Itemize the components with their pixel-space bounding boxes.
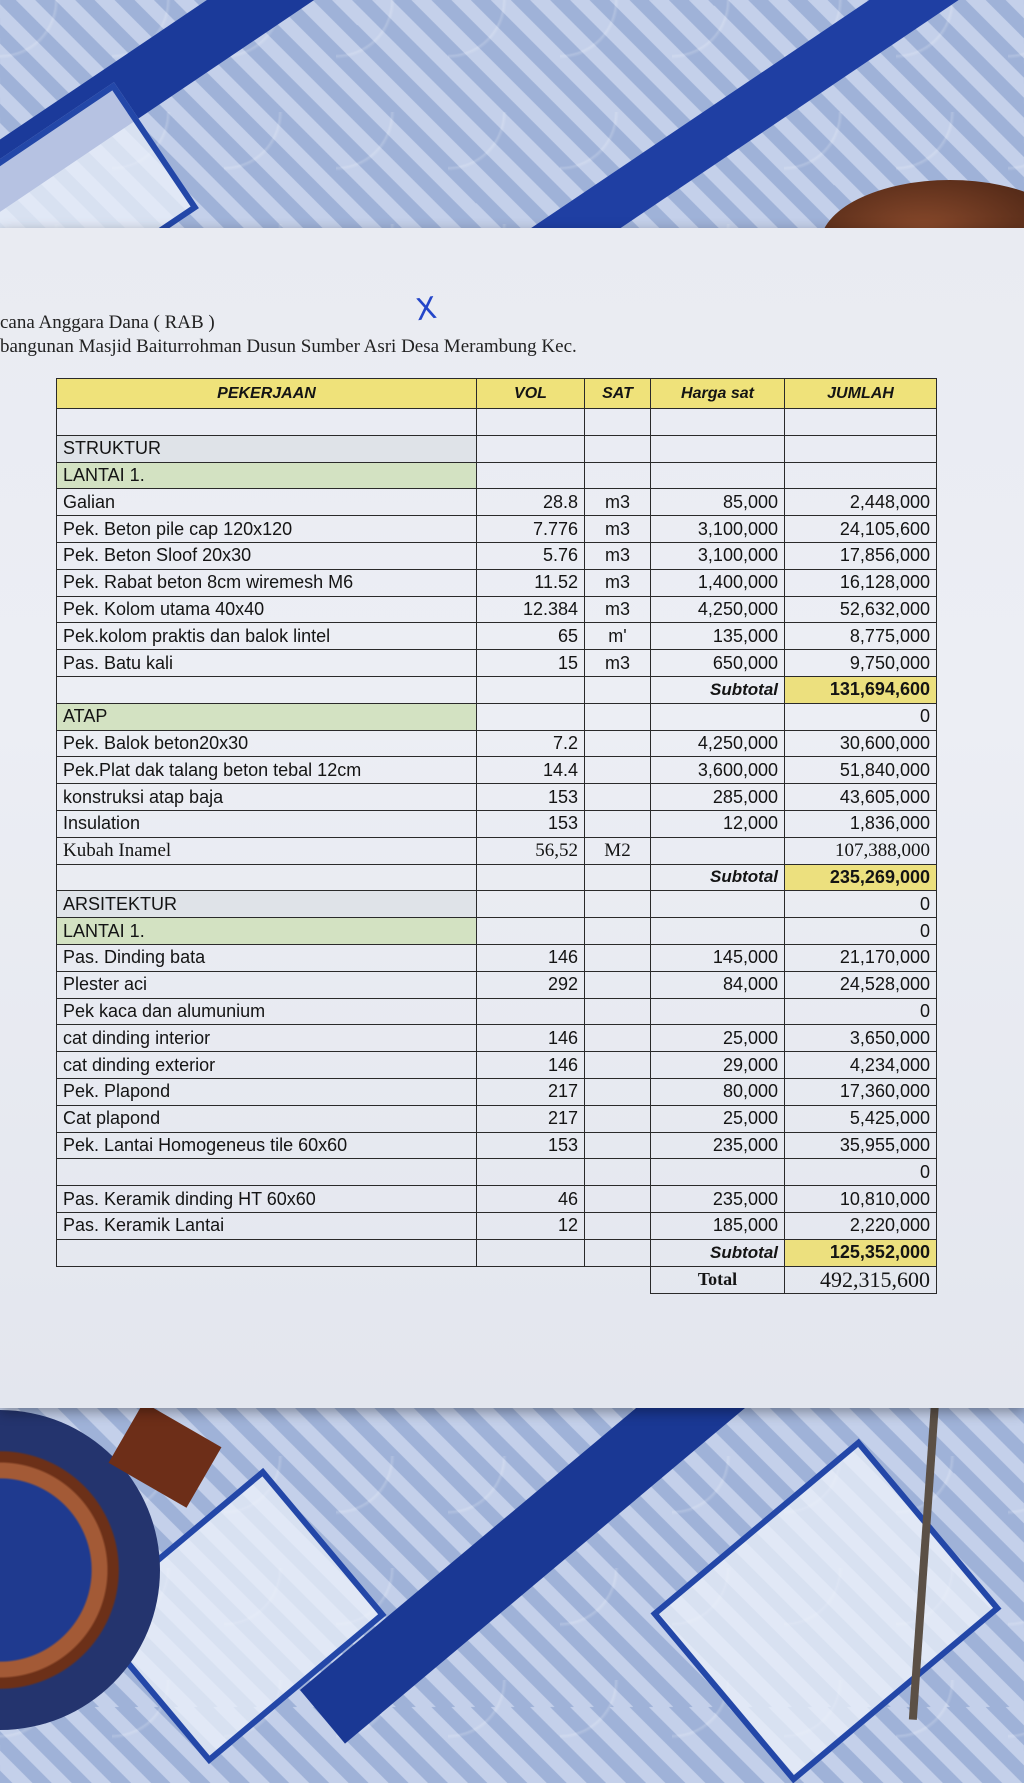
cell-sat	[585, 409, 651, 436]
cell-jumlah: 0	[785, 1159, 937, 1186]
cell-vol: 153	[477, 810, 585, 837]
cell-sat	[585, 810, 651, 837]
cell-vol	[477, 676, 585, 703]
cell-vol	[477, 409, 585, 436]
table-row	[57, 435, 937, 462]
cell-pekerjaan: Pek. Kolom utama 40x40	[57, 596, 477, 623]
table-row	[57, 1105, 937, 1132]
document-title: cana Anggara Dana ( RAB )	[0, 312, 215, 333]
cell-vol: 7.2	[477, 730, 585, 757]
table-row	[57, 891, 937, 918]
cell-vol: 217	[477, 1105, 585, 1132]
cell-pekerjaan: Pek. Lantai Homogeneus tile 60x60	[57, 1132, 477, 1159]
cell-pekerjaan	[57, 864, 477, 891]
table-row	[57, 971, 937, 998]
cell-jumlah: 24,105,600	[785, 516, 937, 543]
cell-pekerjaan: Pek. Balok beton20x30	[57, 730, 477, 757]
cell-jumlah	[785, 462, 937, 489]
cell-pekerjaan: Pek. Plapond	[57, 1078, 477, 1105]
table-row	[57, 596, 937, 623]
cell-pekerjaan: konstruksi atap baja	[57, 784, 477, 811]
cell-jumlah: 2,220,000	[785, 1212, 937, 1239]
cell-harga-sat: 3,100,000	[651, 542, 785, 569]
cell-pekerjaan: cat dinding interior	[57, 1025, 477, 1052]
cell-harga-sat: 235,000	[651, 1132, 785, 1159]
cell-pekerjaan: Pek. Beton Sloof 20x30	[57, 542, 477, 569]
cell-harga-sat: Subtotal	[651, 1239, 785, 1266]
cell-harga-sat	[651, 1159, 785, 1186]
cell-pekerjaan: Pek.kolom praktis dan balok lintel	[57, 623, 477, 650]
cell-sat	[585, 1132, 651, 1159]
cell-sat	[585, 1105, 651, 1132]
cell-vol	[477, 1239, 585, 1266]
cell-vol: 153	[477, 1132, 585, 1159]
table-row	[57, 1025, 937, 1052]
cell-jumlah: 0	[785, 891, 937, 918]
cell-sat	[585, 944, 651, 971]
header-sat: SAT	[585, 379, 651, 409]
document-subtitle: bangunan Masjid Baiturrohman Dusun Sumber Asri Desa Merambung Kec.	[0, 336, 577, 357]
cell-sat	[585, 784, 651, 811]
table-row	[57, 998, 937, 1025]
table-row	[57, 1132, 937, 1159]
cell-sat	[585, 1025, 651, 1052]
table-row	[57, 650, 937, 677]
table-row	[57, 837, 937, 864]
cell-vol	[477, 703, 585, 730]
cell-sat: m3	[585, 650, 651, 677]
cell-sat	[585, 1159, 651, 1186]
cell-pekerjaan: STRUKTUR	[57, 435, 477, 462]
cell-harga-sat: 80,000	[651, 1078, 785, 1105]
cell-pekerjaan: Pas. Keramik Lantai	[57, 1212, 477, 1239]
cell-sat	[585, 730, 651, 757]
cell-pekerjaan: Plester aci	[57, 971, 477, 998]
table-row	[57, 703, 937, 730]
total-row	[57, 1266, 937, 1293]
cell-harga-sat: 650,000	[651, 650, 785, 677]
cell-sat: m'	[585, 623, 651, 650]
table-row	[57, 1239, 937, 1266]
cell-harga-sat: 235,000	[651, 1186, 785, 1213]
cell-harga-sat: 12,000	[651, 810, 785, 837]
cell-sat	[585, 864, 651, 891]
cell-pekerjaan: Pek.Plat dak talang beton tebal 12cm	[57, 757, 477, 784]
cell-pekerjaan: ARSITEKTUR	[57, 891, 477, 918]
cell-sat	[585, 1078, 651, 1105]
cell-vol: 56,52	[477, 837, 585, 864]
cell-sat	[585, 462, 651, 489]
cell-vol: 7.776	[477, 516, 585, 543]
cell-vol: 28.8	[477, 489, 585, 516]
header-harga-sat: Harga sat	[651, 379, 785, 409]
cell-vol	[477, 435, 585, 462]
cell-jumlah: 5,425,000	[785, 1105, 937, 1132]
cell-pekerjaan: Pas. Dinding bata	[57, 944, 477, 971]
table-row	[57, 409, 937, 436]
total-spacer	[57, 1266, 651, 1293]
table-row	[57, 810, 937, 837]
cell-sat	[585, 1186, 651, 1213]
cell-jumlah: 4,234,000	[785, 1052, 937, 1079]
table-row	[57, 623, 937, 650]
cell-pekerjaan: Insulation	[57, 810, 477, 837]
cell-vol	[477, 891, 585, 918]
cell-pekerjaan: Galian	[57, 489, 477, 516]
cell-pekerjaan: Pek. Rabat beton 8cm wiremesh M6	[57, 569, 477, 596]
cell-jumlah: 131,694,600	[785, 676, 937, 703]
header-jumlah: JUMLAH	[785, 379, 937, 409]
cell-jumlah: 52,632,000	[785, 596, 937, 623]
cell-jumlah: 17,856,000	[785, 542, 937, 569]
table-row	[57, 516, 937, 543]
cell-vol: 146	[477, 944, 585, 971]
header-vol: VOL	[477, 379, 585, 409]
cell-pekerjaan	[57, 409, 477, 436]
table-header	[57, 379, 937, 409]
cell-vol: 14.4	[477, 757, 585, 784]
cell-harga-sat	[651, 703, 785, 730]
cell-pekerjaan: LANTAI 1.	[57, 918, 477, 945]
cell-sat	[585, 703, 651, 730]
cell-vol: 15	[477, 650, 585, 677]
cell-harga-sat: Subtotal	[651, 676, 785, 703]
cell-harga-sat	[651, 409, 785, 436]
cell-jumlah: 0	[785, 918, 937, 945]
table-row	[57, 1159, 937, 1186]
cell-sat	[585, 1239, 651, 1266]
cell-harga-sat: 25,000	[651, 1025, 785, 1052]
table-row	[57, 918, 937, 945]
cell-vol: 46	[477, 1186, 585, 1213]
table-row	[57, 864, 937, 891]
cell-pekerjaan	[57, 1159, 477, 1186]
cell-pekerjaan: Pas. Keramik dinding HT 60x60	[57, 1186, 477, 1213]
cell-vol: 12	[477, 1212, 585, 1239]
cell-harga-sat: 185,000	[651, 1212, 785, 1239]
cell-harga-sat: 3,100,000	[651, 516, 785, 543]
cell-harga-sat: 1,400,000	[651, 569, 785, 596]
cell-sat	[585, 1212, 651, 1239]
cell-harga-sat: 145,000	[651, 944, 785, 971]
header-pekerjaan: PEKERJAAN	[57, 379, 477, 409]
cell-sat	[585, 918, 651, 945]
cell-vol	[477, 1159, 585, 1186]
cell-jumlah: 107,388,000	[785, 837, 937, 864]
total-value: 492,315,600	[785, 1266, 937, 1293]
cell-jumlah	[785, 435, 937, 462]
cell-sat	[585, 1052, 651, 1079]
cell-jumlah: 30,600,000	[785, 730, 937, 757]
cell-harga-sat: 84,000	[651, 971, 785, 998]
table-body	[57, 409, 937, 1267]
cell-pekerjaan	[57, 676, 477, 703]
cell-vol: 11.52	[477, 569, 585, 596]
cell-harga-sat	[651, 462, 785, 489]
cell-harga-sat	[651, 837, 785, 864]
cell-vol: 65	[477, 623, 585, 650]
table-row	[57, 676, 937, 703]
cell-jumlah: 17,360,000	[785, 1078, 937, 1105]
cell-vol: 146	[477, 1052, 585, 1079]
cell-harga-sat: 4,250,000	[651, 596, 785, 623]
cell-sat	[585, 676, 651, 703]
cell-vol: 5.76	[477, 542, 585, 569]
cell-jumlah: 9,750,000	[785, 650, 937, 677]
cell-vol: 12.384	[477, 596, 585, 623]
table-row	[57, 542, 937, 569]
cell-pekerjaan	[57, 1239, 477, 1266]
cell-harga-sat	[651, 918, 785, 945]
cell-pekerjaan: LANTAI 1.	[57, 462, 477, 489]
cell-jumlah: 0	[785, 998, 937, 1025]
cell-sat: M2	[585, 837, 651, 864]
table-row	[57, 757, 937, 784]
cell-jumlah: 43,605,000	[785, 784, 937, 811]
cell-jumlah: 235,269,000	[785, 864, 937, 891]
table-row	[57, 784, 937, 811]
table-row	[57, 1212, 937, 1239]
cell-sat: m3	[585, 516, 651, 543]
cell-jumlah: 24,528,000	[785, 971, 937, 998]
cell-sat: m3	[585, 542, 651, 569]
cell-harga-sat	[651, 998, 785, 1025]
cell-jumlah	[785, 409, 937, 436]
cell-harga-sat: 135,000	[651, 623, 785, 650]
table-row	[57, 1078, 937, 1105]
cell-pekerjaan: cat dinding exterior	[57, 1052, 477, 1079]
cell-jumlah: 51,840,000	[785, 757, 937, 784]
cell-harga-sat: Subtotal	[651, 864, 785, 891]
paper-sheet	[0, 228, 1024, 1408]
cell-sat	[585, 998, 651, 1025]
cell-pekerjaan: ATAP	[57, 703, 477, 730]
cell-vol	[477, 998, 585, 1025]
cell-jumlah: 21,170,000	[785, 944, 937, 971]
cell-jumlah: 125,352,000	[785, 1239, 937, 1266]
cell-harga-sat	[651, 891, 785, 918]
cell-harga-sat: 4,250,000	[651, 730, 785, 757]
cell-harga-sat: 29,000	[651, 1052, 785, 1079]
cell-pekerjaan: Pas. Batu kali	[57, 650, 477, 677]
cell-jumlah: 10,810,000	[785, 1186, 937, 1213]
table-row	[57, 1052, 937, 1079]
handwritten-x-mark: X	[413, 290, 439, 329]
table-row	[57, 462, 937, 489]
floor-tile	[650, 1439, 1001, 1783]
total-label: Total	[651, 1266, 785, 1293]
cell-jumlah: 1,836,000	[785, 810, 937, 837]
cell-pekerjaan: Cat plapond	[57, 1105, 477, 1132]
cell-harga-sat: 285,000	[651, 784, 785, 811]
cell-sat: m3	[585, 489, 651, 516]
cell-pekerjaan: Pek. Beton pile cap 120x120	[57, 516, 477, 543]
rab-table	[56, 378, 937, 1294]
cell-vol: 292	[477, 971, 585, 998]
cell-jumlah: 8,775,000	[785, 623, 937, 650]
cell-harga-sat: 25,000	[651, 1105, 785, 1132]
table-row	[57, 489, 937, 516]
cell-vol	[477, 864, 585, 891]
cell-vol: 146	[477, 1025, 585, 1052]
cell-sat: m3	[585, 596, 651, 623]
cell-pekerjaan: Kubah Inamel	[57, 837, 477, 864]
cell-vol: 217	[477, 1078, 585, 1105]
cell-sat	[585, 971, 651, 998]
table-row	[57, 569, 937, 596]
cell-sat: m3	[585, 569, 651, 596]
cell-jumlah: 3,650,000	[785, 1025, 937, 1052]
cell-jumlah: 0	[785, 703, 937, 730]
cell-jumlah: 16,128,000	[785, 569, 937, 596]
cell-sat	[585, 435, 651, 462]
table-row	[57, 944, 937, 971]
cell-harga-sat	[651, 435, 785, 462]
cell-sat	[585, 757, 651, 784]
cell-vol	[477, 462, 585, 489]
cell-jumlah: 2,448,000	[785, 489, 937, 516]
table-row	[57, 730, 937, 757]
cell-pekerjaan: Pek kaca dan alumunium	[57, 998, 477, 1025]
cell-harga-sat: 85,000	[651, 489, 785, 516]
cell-vol	[477, 918, 585, 945]
cell-sat	[585, 891, 651, 918]
cell-harga-sat: 3,600,000	[651, 757, 785, 784]
table-row	[57, 1186, 937, 1213]
cell-vol: 153	[477, 784, 585, 811]
cell-jumlah: 35,955,000	[785, 1132, 937, 1159]
